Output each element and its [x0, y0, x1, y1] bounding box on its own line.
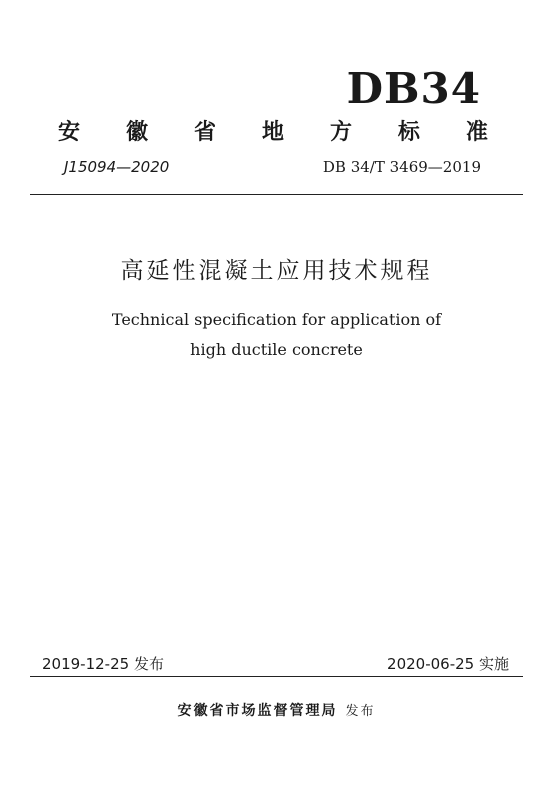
standard-code: DB34 — [346, 64, 481, 113]
title-english-line2: high ductile concrete — [190, 340, 363, 359]
standard-type-char: 标 — [397, 120, 420, 145]
issuer-line — [0, 702, 553, 718]
standard-type-char: 方 — [329, 120, 352, 145]
standard-type-char: 准 — [465, 120, 488, 145]
standard-number: DB 34/T 3469—2019 — [322, 158, 481, 176]
issuer-action: 发布 — [345, 704, 376, 719]
implementation-date: 2020-06-25 实施 — [387, 655, 509, 673]
title-chinese: 高延性混凝土应用技术规程 — [120, 258, 433, 284]
standard-type-char: 徽 — [125, 120, 148, 145]
issue-date: 2019-12-25 发布 — [42, 655, 164, 673]
standard-type-char: 省 — [193, 120, 216, 145]
footer-divider — [30, 676, 523, 677]
header-divider — [30, 194, 523, 195]
standard-type-char: 安 — [58, 120, 81, 145]
standard-type — [58, 122, 488, 144]
title-english-line1: Technical specification for application of — [111, 310, 442, 329]
standard-type-char: 地 — [261, 120, 284, 145]
filing-number: J15094—2020 — [64, 158, 170, 176]
issuer-name: 安徽省市场监督管理局 — [177, 703, 338, 719]
